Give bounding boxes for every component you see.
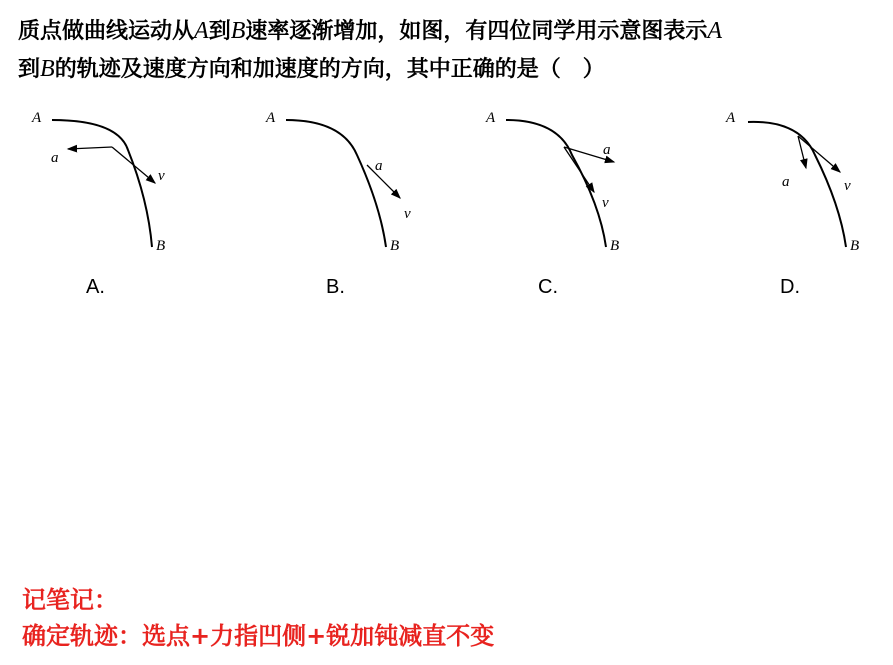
trajectory-curve xyxy=(506,120,606,247)
trajectory-diagram xyxy=(262,100,462,260)
velocity-label: v xyxy=(844,178,851,194)
velocity-label: v xyxy=(404,206,411,222)
question-text xyxy=(18,12,878,88)
question-part: 速率逐渐增加，如图，有四位同学用示意图表示 xyxy=(245,18,708,44)
end-label: B xyxy=(390,238,400,254)
figure-c xyxy=(480,100,680,260)
velocity-arrow xyxy=(564,147,594,192)
acceleration-label: a xyxy=(375,158,383,174)
end-label: B xyxy=(850,238,860,254)
option-a-label: A. xyxy=(86,276,105,298)
option-b-label: B. xyxy=(326,276,345,298)
velocity-arrow xyxy=(112,147,155,183)
question-part: 到 xyxy=(208,18,231,44)
figure-a xyxy=(30,100,230,260)
trajectory-diagram xyxy=(480,100,680,260)
notes-title: 记笔记： xyxy=(22,586,118,614)
notes-content: 确定轨迹：选点+力指凹侧+锐加钝减直不变 xyxy=(22,622,495,650)
start-label: A xyxy=(486,110,496,126)
start-label: A xyxy=(266,110,276,126)
end-label: B xyxy=(610,238,620,254)
acceleration-label: a xyxy=(782,174,790,190)
acceleration-arrow xyxy=(68,147,112,149)
option-d-label: D. xyxy=(780,276,800,298)
option-c-label: C. xyxy=(538,276,558,298)
point-a-label: A xyxy=(707,18,723,44)
question-part: 到 xyxy=(18,56,41,82)
end-label: B xyxy=(156,238,166,254)
trajectory-curve xyxy=(52,120,152,247)
trajectory-diagram xyxy=(720,100,893,260)
point-b-label: B xyxy=(40,56,55,82)
figure-b xyxy=(262,100,462,260)
trajectory-diagram xyxy=(30,100,230,260)
figure-d xyxy=(720,100,893,260)
trajectory-curve xyxy=(286,120,386,247)
question-part: 质点做曲线运动从 xyxy=(18,18,195,44)
velocity-arrow xyxy=(798,136,840,172)
trajectory-curve xyxy=(748,122,846,247)
velocity-label: v xyxy=(158,168,165,184)
acceleration-label: a xyxy=(603,142,611,158)
point-b-label: B xyxy=(230,18,246,44)
question-part: 的轨迹及速度方向和加速度的方向，其中正确的是（ ） xyxy=(54,56,605,82)
acceleration-label: a xyxy=(51,150,59,166)
point-a-label: A xyxy=(194,18,209,44)
start-label: A xyxy=(726,110,736,126)
velocity-label: v xyxy=(602,195,609,211)
start-label: A xyxy=(32,110,42,126)
